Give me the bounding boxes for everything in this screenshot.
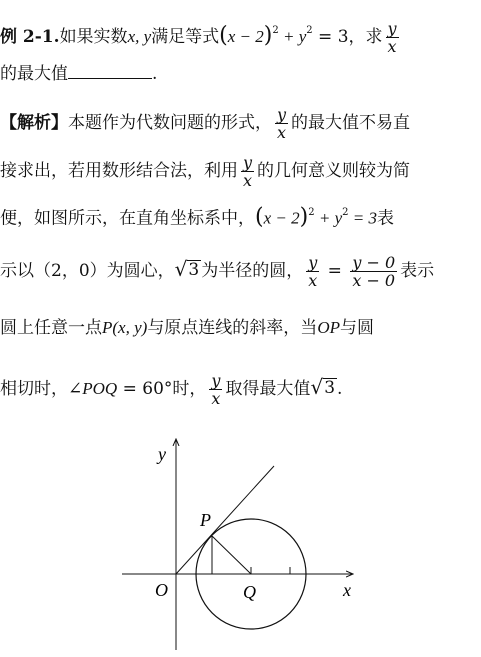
analysis-line-3: 便，如图所示，在直角坐标系中，$(x - 2)^2 + y^2 = 3$表: [0, 204, 394, 230]
problem-fraction: $\frac{y}{x}$: [387, 19, 397, 56]
analysis-tag: 【解析】: [0, 113, 68, 133]
label-y: y: [158, 444, 166, 464]
analysis-line-1: 【解析】本题作为代数问题的形式， $\frac{y}{x}$ 的最大值不易直: [0, 105, 411, 142]
equation-rest: + y: [278, 27, 307, 46]
analysis-line-5: 圆上任意一点P(x, y)与原点连线的斜率，当OP与圆: [0, 318, 374, 338]
analysis-fraction-1: $\frac{y}{x}$: [277, 105, 287, 142]
label-x: x: [343, 580, 351, 600]
sqrt-3-answer: √ 3: [310, 375, 336, 399]
analysis-fraction-4: $\frac{y - 0}{x - 0}$: [352, 253, 396, 290]
problem-label: 例 2-1.: [0, 27, 60, 47]
problem-text-b: 满足等式: [151, 27, 220, 47]
equation-lhs: x − 2: [227, 27, 264, 46]
analysis-line-4: 示以（2，0）为圆心， √ 3 为半径的圆， $\frac{y}{x}$ = $\frac{y - 0}{x - 0}$ 表示: [0, 253, 435, 290]
label-Q: Q: [243, 582, 256, 602]
problem-vars: x, y: [127, 27, 152, 46]
label-P: P: [200, 510, 211, 530]
problem-line-2: 的最大值 .: [0, 64, 158, 84]
label-O: O: [155, 580, 168, 600]
analysis-line-6: 相切时，∠POQ = 60°时， $\frac{y}{x}$ 取得最大值 √ 3 .: [0, 371, 343, 408]
problem-text-a: 如果实数: [59, 27, 128, 47]
analysis-fraction-3: $\frac{y}{x}$: [308, 253, 318, 290]
analysis-fraction-2: $\frac{y}{x}$: [243, 153, 253, 190]
problem-line-1: 例 2-1.如果实数x, y满足等式$(x - 2)^2 + y^2 = 3$，求 $\frac{y}{x}$: [0, 19, 397, 56]
radius-pq: [212, 536, 251, 574]
sqrt-3-radius: √ 3: [174, 257, 200, 281]
analysis-line-2: 接求出，若用数形结合法，利用 $\frac{y}{x}$ 的几何意义则较为简: [0, 153, 411, 190]
analysis-fraction-5: $\frac{y}{x}$: [211, 371, 221, 408]
equation-eq: = 3，求: [312, 27, 383, 47]
